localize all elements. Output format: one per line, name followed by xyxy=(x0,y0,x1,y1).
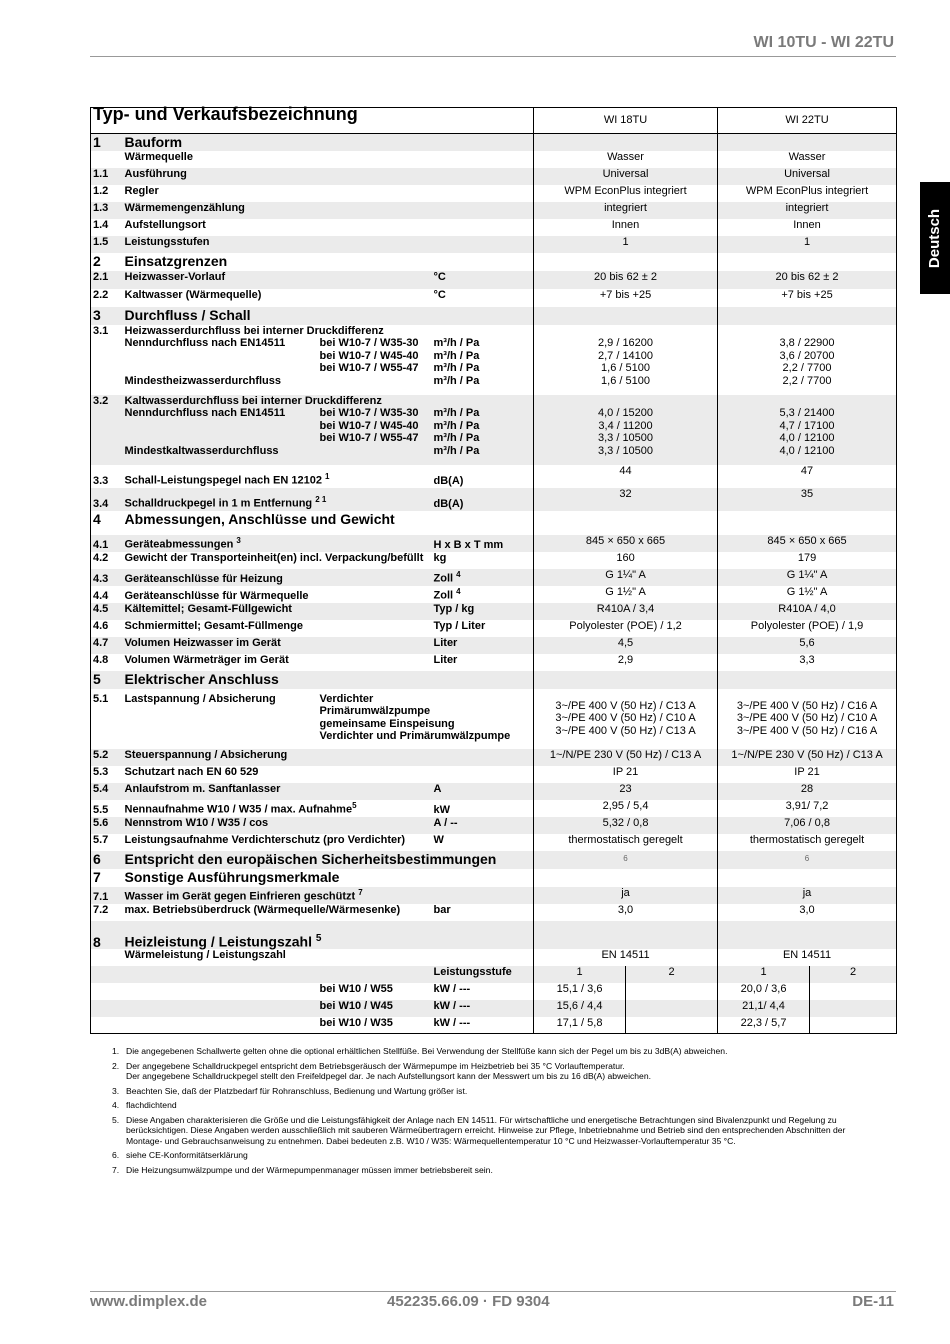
table-row: 7.1 Wasser im Gerät gegen Einfrieren geschützt $^7$ ja ja xyxy=(91,887,897,904)
model-header-b: WI 22TU xyxy=(718,108,897,134)
table-row: 4.7 Volumen Heizwasser im Gerät Liter 4,5 5,6 xyxy=(91,637,897,654)
section-title: Bauform xyxy=(123,134,534,151)
table-row: 5.2 Steuerspannung / Absicherung 1~/N/PE 230 V (50 Hz) / C13 A 1~/N/PE 230 V (50 Hz) / C13 A xyxy=(91,749,897,766)
section-title: Heizleistung / Leistungszahl $^5$ xyxy=(123,921,534,949)
table-row: bei W10 / W55 kW / --- 15,1 / 3,6 20,0 / 3,6 xyxy=(91,983,897,1000)
footnote: 5. Diese Angaben charakterisieren die Größe und die Leistungsfähigkeit der Anlage nach EN 14511. Für wirtschaftliche und energetische Betrachtungen sind Bivalenzpunkt und Regelung zu berücksichtigen. Diese Angaben werden ausschließlich mit sauberen Wärmeübertragern erreicht. Hinweise zur Pflege, Inbetriebnahme und Betrieb sind den entsprechenden Abschnitten der Montage- und Gebrauchsanweisung zu entnehmen. Dabei bedeuten z.B. W10 / W35: Wärmequellentemperatur 10 °C und Heizwasser-Vorlauftemperatur 35 °C. xyxy=(112,1114,846,1146)
table-row: 4.1 Geräteabmessungen $^3$ H x B x T mm 845 × 650 x 665 845 × 650 x 665 xyxy=(91,535,897,552)
section-title: Einsatzgrenzen xyxy=(124,252,228,269)
table-row: Wärmeleistung / Leistungszahl EN 14511 EN 14511 xyxy=(91,949,897,966)
footnote: 4. flachdichtend xyxy=(112,1100,177,1110)
section-row: 4 Abmessungen, Anschlüsse und Gewicht xyxy=(91,511,897,535)
model-header-a: WI 18TU xyxy=(534,108,718,134)
table-row: 5.4 Anlaufstrom m. Sanftanlasser A 23 28 xyxy=(91,783,897,800)
footnote: 3. Beachten Sie, daß der Platzbedarf für Rohranschluss, Bedienung und Wartung größer ist. xyxy=(112,1085,468,1096)
table-row: 5.5 Nennaufnahme W10 / W35 / max. Aufnahme$^5$ kW 2,95 / 5,4 3,91/ 7,2 xyxy=(91,800,897,817)
table-row: 4.6 Schmiermittel; Gesamt-Füllmenge Typ / Liter Polyolester (POE) / 1,2 Polyolester (POE) / 1,9 xyxy=(91,620,897,637)
section-row: 8 Heizleistung / Leistungszahl $^5$ xyxy=(91,921,897,949)
table-row: 4.8 Volumen Wärmeträger im Gerät Liter 2,9 3,3 xyxy=(91,654,897,671)
table-row: 4.5 Kältemittel; Gesamt-Füllgewicht Typ / kg R410A / 3,4 R410A / 4,0 xyxy=(91,603,897,620)
table-row: bei W10 / W35 kW / --- 17,1 / 5,8 22,3 / 5,7 xyxy=(91,1017,897,1034)
table-row: bei W10 / W45 kW / --- 15,6 / 4,4 21,1/ 4,4 xyxy=(91,1000,897,1017)
table-title-row xyxy=(91,108,897,134)
table-row: 5.1 Lastspannung / Absicherung Verdichter Primärumwälzpumpe gemeinsame Einspeisung Verdichter und Primärumwälzpumpe 3~/PE 400 V (50 Hz) / C13 A 3~/PE 400 V (50 Hz) / C10 A 3~/PE 400 V (50 Hz) / C13 A 3~/PE 400 V (50 Hz) / C16 A 3~/PE 400 V (50 Hz) / C10 A 3~/PE 400 V (50 Hz) / C16 A xyxy=(91,689,897,749)
table-row: 5.3 Schutzart nach EN 60 529 IP 21 IP 21 xyxy=(91,766,897,783)
table-row: 3.3 Schall-Leistungspegel nach EN 12102 $^1$ dB(A) 44 47 xyxy=(91,465,897,488)
section-title: Abmessungen, Anschlüsse und Gewicht xyxy=(124,510,395,527)
footnotes xyxy=(112,1046,882,1179)
table-row: 3.1 Heizwasserdurchfluss bei interner Druckdifferenz Nenndurchfluss nach EN14511 Mindestheizwasserdurchfluss bei W10-7 / W35-30 bei W10-7 / W45-40 bei W10-7 / W55-47 m³/h / Pa m³/h / Pa m³/h / Pa m³/h / Pa 2,9 / 16200 2,7 / 14100 1,6 / 5100 1,6 / 5100 3,8 / 22900 3,6 / 20700 2,2 / 7700 2,2 / 7700 xyxy=(91,325,897,395)
section-row: 5 Elektrischer Anschluss xyxy=(91,671,897,689)
footer-divider xyxy=(90,1291,896,1292)
table-row: 3.4 Schalldruckpegel in 1 m Entfernung $^{2 1}$ dB(A) 32 35 xyxy=(91,488,897,511)
table-row: 1.2 Regler WPM EconPlus integriert WPM EconPlus integriert xyxy=(91,185,897,202)
language-side-tab xyxy=(920,182,950,294)
table-row: Leistungsstufe 1 2 1 2 xyxy=(91,966,897,983)
table-row: 1.4 Aufstellungsort Innen Innen xyxy=(91,219,897,236)
section-title: Durchfluss / Schall xyxy=(123,307,534,325)
footnote: 1. Die angegebenen Schallwerte gelten ohne die optional erhältlichen Stellfüße. Bei Verwendung der Stellfüße kann sich der Pegel um bis zu 3dB(A) abweichen. xyxy=(112,1046,728,1056)
section-row: 3 Durchfluss / Schall xyxy=(91,307,897,325)
footnote: 7. Die Heizungsumwälzpumpe und der Wärmepumpenmanager müssen immer betriebsbereit sein. xyxy=(112,1164,493,1175)
footer-page-number: DE-11 xyxy=(852,1293,894,1310)
table-row: 2.1 Heizwasser-Vorlauf °C 20 bis 62 ± 2 20 bis 62 ± 2 xyxy=(91,271,897,289)
table-row: 4.4 Geräteanschlüsse für Wärmequelle Zoll $^4$ G 1½" A G 1½" A xyxy=(91,586,897,603)
header-divider xyxy=(90,56,896,57)
footnote: 6. siehe CE-Konformitätserklärung xyxy=(112,1150,248,1160)
table-row: 5.7 Leistungsaufnahme Verdichterschutz (pro Verdichter) W thermostatisch geregelt thermostatisch geregelt xyxy=(91,834,897,851)
table-row: 4.3 Geräteanschlüsse für Heizung Zoll $^4$ G 1¼" A G 1¼" A xyxy=(91,569,897,586)
footer-doc-number: 452235.66.09 · FD 9304 xyxy=(387,1293,550,1310)
table-row: 5.6 Nennstrom W10 / W35 / cos A / -- 5,32 / 0,8 7,06 / 0,8 xyxy=(91,817,897,834)
table-title: Typ- und Verkaufsbezeichnung xyxy=(91,108,534,134)
document-header-title: WI 10TU - WI 22TU xyxy=(753,34,894,51)
footer-website: www.dimplex.de xyxy=(90,1293,207,1310)
table-row: 2.2 Kaltwasser (Wärmequelle) °C +7 bis +25 +7 bis +25 xyxy=(91,289,897,307)
section-row: 7 Sonstige Ausführungsmerkmale xyxy=(91,869,897,887)
section-row: 1 Bauform xyxy=(91,134,897,151)
section-title: Elektrischer Anschluss xyxy=(123,671,534,689)
section-row: 2 Einsatzgrenzen xyxy=(91,253,897,271)
section-row: 6 Entspricht den europäischen Sicherheitsbestimmungen 6 6 xyxy=(91,851,897,869)
section-title: Entspricht den europäischen Sicherheitsbestimmungen xyxy=(123,851,534,869)
language-label: Deutsch xyxy=(926,208,944,268)
table-row: 1.5 Leistungsstufen 1 1 xyxy=(91,236,897,253)
spec-table xyxy=(90,104,897,1034)
table-row: 1.1 Ausführung Universal Universal xyxy=(91,168,897,185)
table-row: 4.2 Gewicht der Transporteinheit(en) incl. Verpackung/befüllt kg 160 179 xyxy=(91,552,897,569)
table-row: 3.2 Kaltwasserdurchfluss bei interner Druckdifferenz Nenndurchfluss nach EN14511 Mindestkaltwasserdurchfluss bei W10-7 / W35-30 bei W10-7 / W45-40 bei W10-7 / W55-47 m³/h / Pa m³/h / Pa m³/h / Pa m³/h / Pa 4,0 / 15200 3,4 / 11200 3,3 / 10500 3,3 / 10500 5,3 / 21400 4,7 / 17100 4,0 / 12100 4,0 / 12100 xyxy=(91,395,897,465)
footnote: 2. Der angegebene Schalldruckpegel entspricht dem Betriebsgeräusch der Wärmepumpe im Heizbetrieb bei 35 °C Vorlauftemperatur. Der angegebene Schalldruckpegel stellt den Freifeldpegel dar. Je nach Aufstellungsort kann der Messwert um bis zu 16 dB(A) abweichen. xyxy=(112,1060,651,1081)
table-row: Wärmequelle Wasser Wasser xyxy=(91,151,897,168)
table-row: 1.3 Wärmemengenzählung integriert integriert xyxy=(91,202,897,219)
section-title: Sonstige Ausführungsmerkmale xyxy=(124,868,340,885)
table-row: 7.2 max. Betriebsüberdruck (Wärmequelle/Wärmesenke) bar 3,0 3,0 xyxy=(91,904,897,921)
